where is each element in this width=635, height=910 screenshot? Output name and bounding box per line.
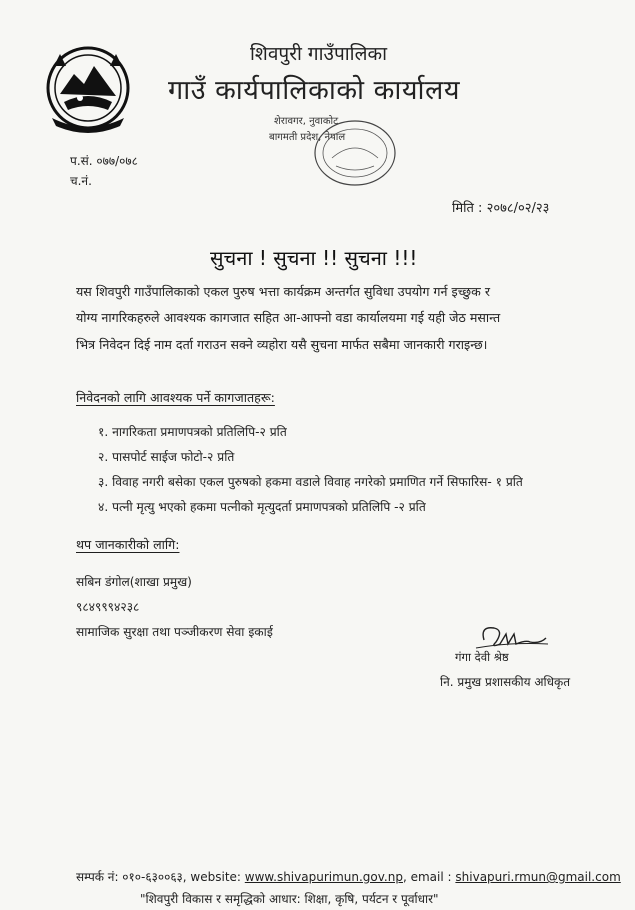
office-address-line-2: बागमती प्रदेश, नेपाल	[269, 132, 346, 143]
footer-contact-label: सम्पर्क नं: ०१०-६३००६३, website:	[76, 870, 241, 884]
signatory-name: गंगा देवी श्रेष्ठ	[455, 650, 509, 664]
email-link[interactable]: shivapuri.rmun@gmail.com	[455, 870, 621, 884]
document-item: २. पासपोर्ट साईज फोटो-२ प्रति	[98, 450, 235, 464]
body-line: भित्र निवेदन दिई नाम दर्ता गराउन सक्ने व्यहोरा यसै सुचना मार्फत सबैमा जानकारी गराइन्छ।	[76, 337, 488, 352]
nepal-emblem-icon	[38, 36, 138, 136]
signatory-title: नि. प्रमुख प्रशासकीय अधिकृत	[440, 675, 571, 689]
contact-name: सबिन डंगोल(शाखा प्रमुख)	[76, 575, 192, 589]
notice-date: मिति : २०७८/०२/२३	[452, 201, 550, 216]
patra-sankhya: प.सं. ०७७/०७८	[70, 154, 138, 168]
chalani-number: च.नं.	[70, 174, 92, 188]
office-stamp	[312, 118, 398, 188]
notice-heading: सुचना ! सुचना !! सुचना !!!	[210, 246, 418, 270]
body-line: यस शिवपुरी गाउँपालिकाको एकल पुरुष भत्ता कार्यक्रम अन्तर्गत सुविधा उपयोग गर्न इच्छुक र	[76, 284, 490, 299]
stamp-seal-icon	[312, 118, 398, 188]
footer-email-label: , email :	[402, 870, 452, 884]
document-item: १. नागरिकता प्रमाणपत्रको प्रतिलिपि-२ प्रति	[98, 425, 287, 439]
office-title: गाउँ कार्यपालिकाको कार्यालय	[168, 75, 460, 106]
contact-phone: ९८४९९९४२३८	[76, 600, 140, 614]
footer-slogan: "शिवपुरी विकास र समृद्धिको आधार: शिक्षा, कृषि, पर्यटन र पूर्वाधार"	[140, 892, 439, 906]
body-line: योग्य नागरिकहरुले आवश्यक कागजात सहित आ-आफ्नो वडा कार्यालयमा गई यही जेठ मसान्त	[76, 310, 501, 325]
footer-contact	[76, 868, 621, 885]
office-name: शिवपुरी गाउँपालिका	[250, 43, 387, 65]
office-address-line-1: शेरावगर, नुवाकोट	[274, 116, 339, 127]
info-heading: थप जानकारीको लागि:	[76, 537, 180, 552]
document-item: ४. पत्नी मृत्यु भएको हकमा पत्नीको मृत्युदर्ता प्रमाणपत्रको प्रतिलिपि -२ प्रति	[98, 500, 426, 514]
website-link[interactable]: www.shivapurimun.gov.np	[244, 870, 403, 884]
signature-icon	[470, 620, 550, 654]
contact-unit: सामाजिक सुरक्षा तथा पञ्जीकरण सेवा इकाई	[76, 625, 273, 639]
document-item: ३. विवाह नगरी बसेका एकल पुरुषको हकमा वडाले विवाह नगरेको प्रमाणित गर्ने सिफारिस- १ प्रति	[98, 475, 523, 489]
documents-heading: निवेदनको लागि आवश्यक पर्ने कागजातहरू:	[76, 390, 275, 405]
